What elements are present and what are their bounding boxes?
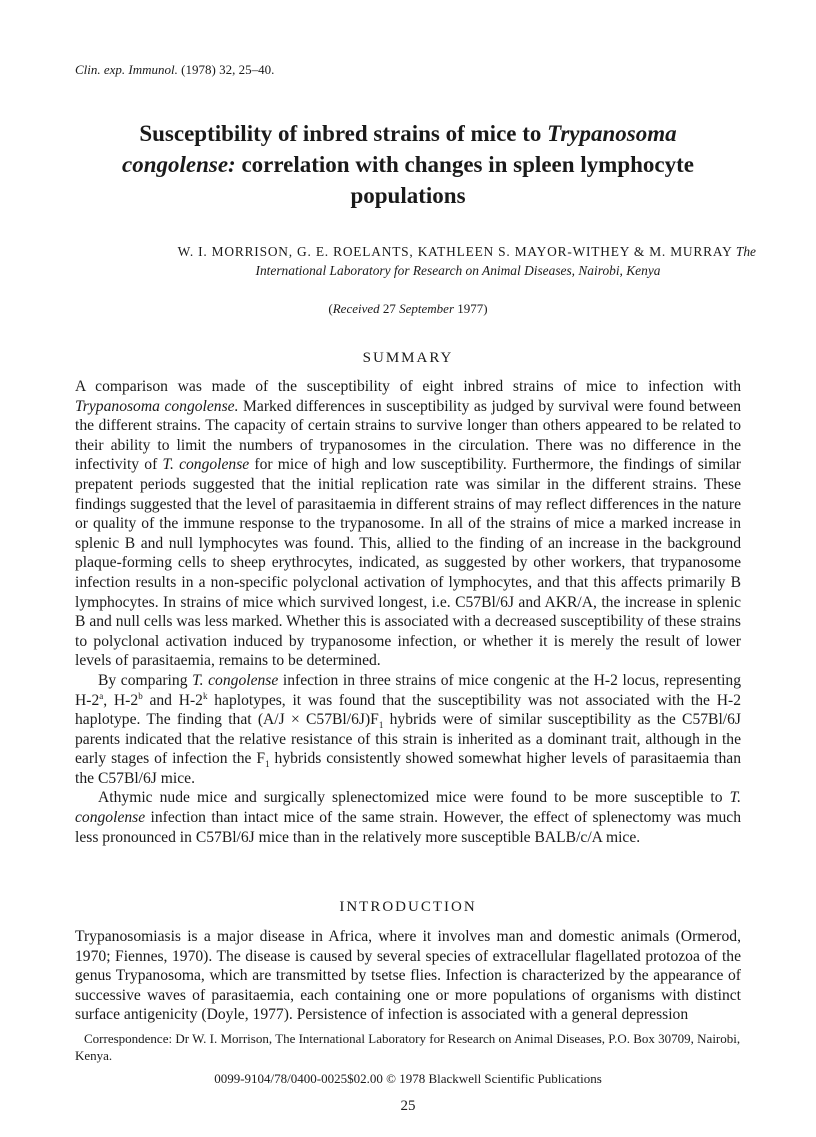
introduction-heading: INTRODUCTION (339, 899, 477, 915)
affiliation: International Laboratory for Research on Animal Diseases, Nairobi, Kenya (255, 263, 661, 278)
summary-body (75, 377, 741, 847)
text-run: and H-2 (142, 691, 203, 709)
text-run: infection in three strains of mice congenic at the H-2 locus, representing H-2 (75, 671, 741, 709)
article-title (90, 118, 726, 211)
species-name: Trypanosoma congolense. (75, 397, 239, 415)
author-block (60, 242, 756, 280)
text-run: A comparison was made of the susceptibility of eight inbred strains of mice to infection with (75, 378, 741, 395)
species-name: T. congolense (192, 671, 279, 689)
author-names: W. I. MORRISON, G. E. ROELANTS, KATHLEEN S. MAYOR-WITHEY & M. MURRAY (177, 244, 733, 259)
correspondence-text: Correspondence: Dr W. I. Morrison, The International Laboratory for Research on Animal Diseases, P.O. Box 30709, Nairobi, Kenya. (75, 1031, 741, 1063)
text-run: hybrids consistently showed somewhat higher levels of parasitaemia than the C57Bl/6J mice. (75, 750, 741, 787)
introduction-paragraph-1: Trypanosomiasis is a major disease in Africa, where it involves man and domestic animals (Ormerod, 1970; Fiennes, 1970). The disease is caused by several species of extracellular flagellated protozoa of the genus Trypanosoma, which are transmitted by tsetse flies. Infection is characterized by the appearance of successive waves of parasitaemia, each containing one or more populations of organisms with distinct surface antigenicity (Doyle, 1977). Persistence of infection is associated with a general depression (75, 928, 741, 1024)
text-run: , H-2 (103, 691, 139, 709)
affiliation-lead: The (732, 244, 756, 259)
text-run: haplotypes, it was found that the susceptibility was not associated with the H-2 haplotype. The finding that (A/J × C57Bl/6J)F (75, 691, 741, 729)
subscript: 1 (265, 759, 270, 770)
summary-heading: SUMMARY (362, 350, 454, 366)
title-part-2: correlation with changes in spleen lymphocyte populations (235, 152, 694, 208)
introduction-body (75, 927, 741, 1025)
received-word: Received (332, 301, 380, 316)
copyright-line: 0099-9104/78/0400-0025$02.00 © 1978 Blackwell Scientific Publications (214, 1071, 602, 1086)
subscript: 1 (378, 720, 384, 731)
text-run: hybrids were of similar susceptibility as the C57Bl/6J parents indicated that the relative resistance of this strain is inherited as a dominant trait, although in the early stages of infection the F (75, 711, 741, 768)
superscript: a (99, 690, 104, 701)
title-species: congolense: (121, 152, 236, 177)
page-number: 25 (400, 1098, 416, 1114)
received-date (0, 301, 816, 317)
text-run: for mice of high and low susceptibility. Furthermore, the findings of similar prepatent periods suggested that the initial replication rate was similar in the different strains. These findings suggested that the level of parasitaemia in different strains of may reflect differences in the nature or quality of the immune response to the trypanosome. In all of the strains of mice a marked increase in splenic B and null lymphocytes was found. This, allied to the finding of an increase in the background plaque-forming cells to sheep erythrocytes, indicated, as suggested by other workers, that trypanosome infection results in a non-specific polyclonal activation of lymphocytes, and that this affects primarily B lymphocytes. In strains of mice which survived longest, i.e. C57Bl/6J and AKR/A, the increase in splenic B and null cells was less marked. Whether this is associated with a decreased susceptibility of these strains to polyclonal activation induced by trypanosome infection, or whether it is merely the result of lower levels of parasitaemia, remains to be determined. (75, 456, 742, 670)
summary-paragraph-1 (75, 377, 741, 671)
summary-paragraph-3 (75, 788, 741, 847)
journal-volume-pages: (1978) 32, 25–40. (177, 62, 275, 77)
text-run: infection than intact mice of the same strain. However, the effect of splenectomy was much less pronounced in C57Bl/6J mice than in the relatively more susceptible BALB/c/A mice. (75, 809, 741, 846)
title-genus: Trypanosoma (547, 121, 677, 146)
text-run: Marked differences in susceptibility as judged by survival were found between the different strains. The capacity of certain strains to survive longer than others appeared to be related to their ability to limit the numbers of trypanosomes in the circulation. There was no difference in the infectivity of (75, 397, 741, 474)
superscript: b (138, 690, 143, 701)
species-name: T. congolense (162, 456, 250, 474)
received-month: September (399, 301, 455, 316)
text-run: Athymic nude mice and surgically splenectomized mice were found to be more susceptible to (98, 789, 730, 807)
summary-paragraph-2 (75, 671, 741, 789)
received-year: 1977) (454, 301, 488, 316)
journal-citation (75, 62, 274, 78)
text-run: By comparing (98, 671, 193, 689)
received-day: 27 (379, 301, 400, 316)
journal-name: Clin. exp. Immunol. (75, 62, 178, 77)
species-name: T. congolense (75, 789, 741, 827)
title-part-1: Susceptibility of inbred strains of mice to (139, 121, 548, 146)
superscript: k (202, 690, 208, 701)
received-open: ( (328, 301, 333, 316)
correspondence-note (75, 1030, 745, 1064)
